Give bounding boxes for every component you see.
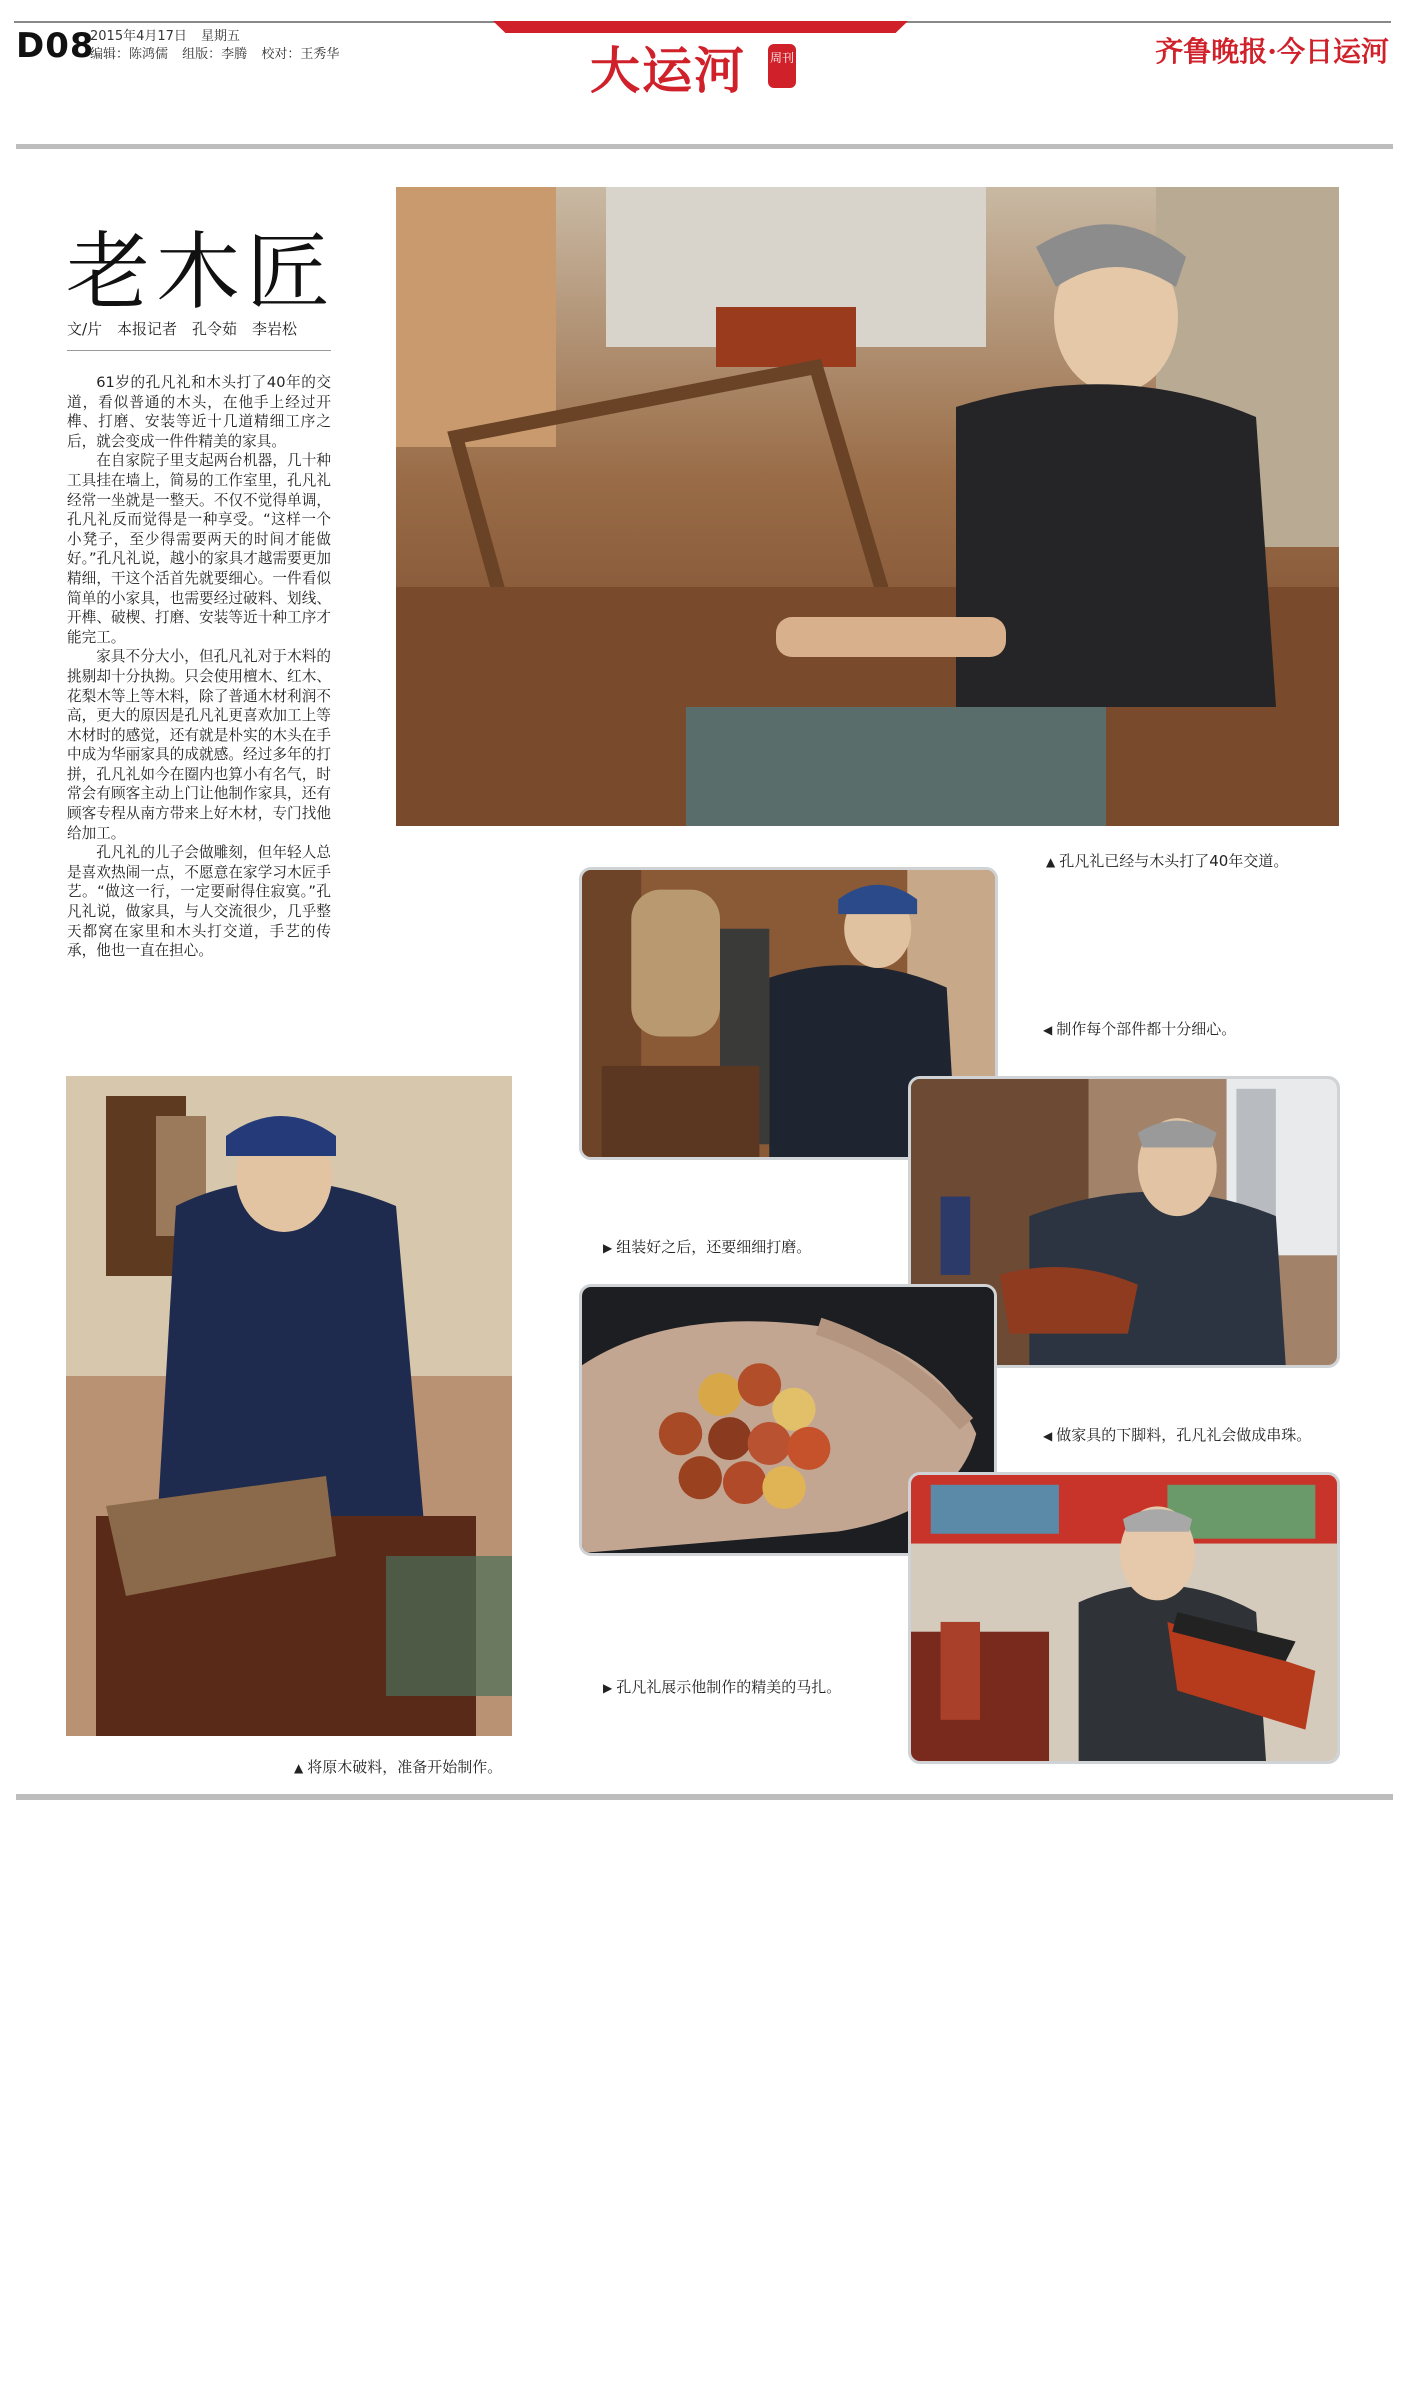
article-paragraph: 在自家院子里支起两台机器，几十种工具挂在墙上，简易的工作室里，孔凡礼经常一坐就是一整天。不仅不觉得单调，孔凡礼反而觉得是一种享受。“这样一个小凳子，至少得需要两天的时间才能做好。”孔凡礼说，越小的家具才越需要更加精细，干这个活首先就要细心。一件看似简单的小家具，也需要经过破料、划线、开榫、破楔、打磨、安装等近十种工序才能完工。 [67, 452, 331, 646]
triangle-up-icon: ▲ [294, 1761, 304, 1775]
caption-polish [603, 1236, 811, 1257]
photo-saw [66, 1076, 512, 1736]
newspaper-brand: 齐鲁晚报·今日运河 [1155, 35, 1389, 68]
triangle-right-icon: ▶ [603, 1241, 613, 1255]
issue-info [90, 28, 349, 64]
caption-saw [294, 1756, 502, 1777]
article-paragraph: 孔凡礼的儿子会做雕刻，但年轻人总是喜欢热闹一点，不愿意在家学习木匠手艺。“做这一行，一定要耐得住寂寞。”孔凡礼说，做家具，与人交流很少，几乎整天都窝在家里和木头打交道，手艺的传承，他也一直在担心。 [67, 844, 331, 960]
masthead-title: 大运河 [590, 41, 746, 100]
masthead-seal: 周刊 [768, 44, 796, 88]
byline-rule [67, 350, 331, 351]
editor-credit: 编辑：陈鸿儒 [90, 47, 169, 62]
layout-credit: 组版：李腾 [182, 47, 248, 62]
caption-stool [603, 1676, 841, 1697]
header-rule [16, 144, 1393, 149]
proofreader-credit: 校对：王秀华 [261, 47, 340, 62]
issue-date: 2015年4月17日 [90, 29, 187, 44]
article-body [67, 373, 331, 961]
article-byline: 文/片 本报记者 孔令茹 李岩松 [67, 320, 298, 338]
caption-main [1046, 850, 1288, 871]
main-photo [396, 187, 1339, 826]
footer-rule [16, 1794, 1393, 1800]
article-paragraph: 61岁的孔凡礼和木头打了40年的交道，看似普通的木头，在他手上经过开榫、打磨、安装等近十几道精细工序之后，就会变成一件件精美的家具。 [67, 374, 331, 450]
caption-text: 组装好之后，还要细细打磨。 [616, 1238, 812, 1256]
caption-text: 孔凡礼展示他制作的精美的马扎。 [616, 1678, 842, 1696]
article-paragraph: 家具不分大小，但孔凡礼对于木料的挑剔却十分执拗。只会使用檀木、红木、花梨木等上等木料，除了普通木材利润不高，更大的原因是孔凡礼更喜欢加工上等木材时的感觉，还有就是朴实的木头在手中成为华丽家具的成就感。经过多年的打拼，孔凡礼如今在圈内也算小有名气，时常会有顾客主动上门让他制作家具，还有顾客专程从南方带来上好木材，专门找他给加工。 [67, 648, 331, 842]
triangle-right-icon: ▶ [603, 1681, 613, 1695]
article-headline: 老木匠 [66, 223, 337, 321]
triangle-left-icon: ◀ [1043, 1023, 1053, 1037]
caption-text: 孔凡礼已经与木头打了40年交道。 [1059, 852, 1289, 870]
photo-stool [908, 1472, 1340, 1764]
triangle-up-icon: ▲ [1046, 855, 1056, 869]
triangle-left-icon: ◀ [1043, 1429, 1053, 1443]
issue-weekday: 星期五 [201, 29, 241, 44]
caption-text: 将原木破料，准备开始制作。 [307, 1758, 503, 1776]
page-header [0, 0, 1409, 150]
caption-drill [1043, 1018, 1236, 1039]
caption-text: 制作每个部件都十分细心。 [1056, 1020, 1237, 1038]
page-number: D08 [16, 26, 95, 66]
caption-text: 做家具的下脚料，孔凡礼会做成串珠。 [1056, 1426, 1312, 1444]
caption-beads [1043, 1424, 1311, 1445]
